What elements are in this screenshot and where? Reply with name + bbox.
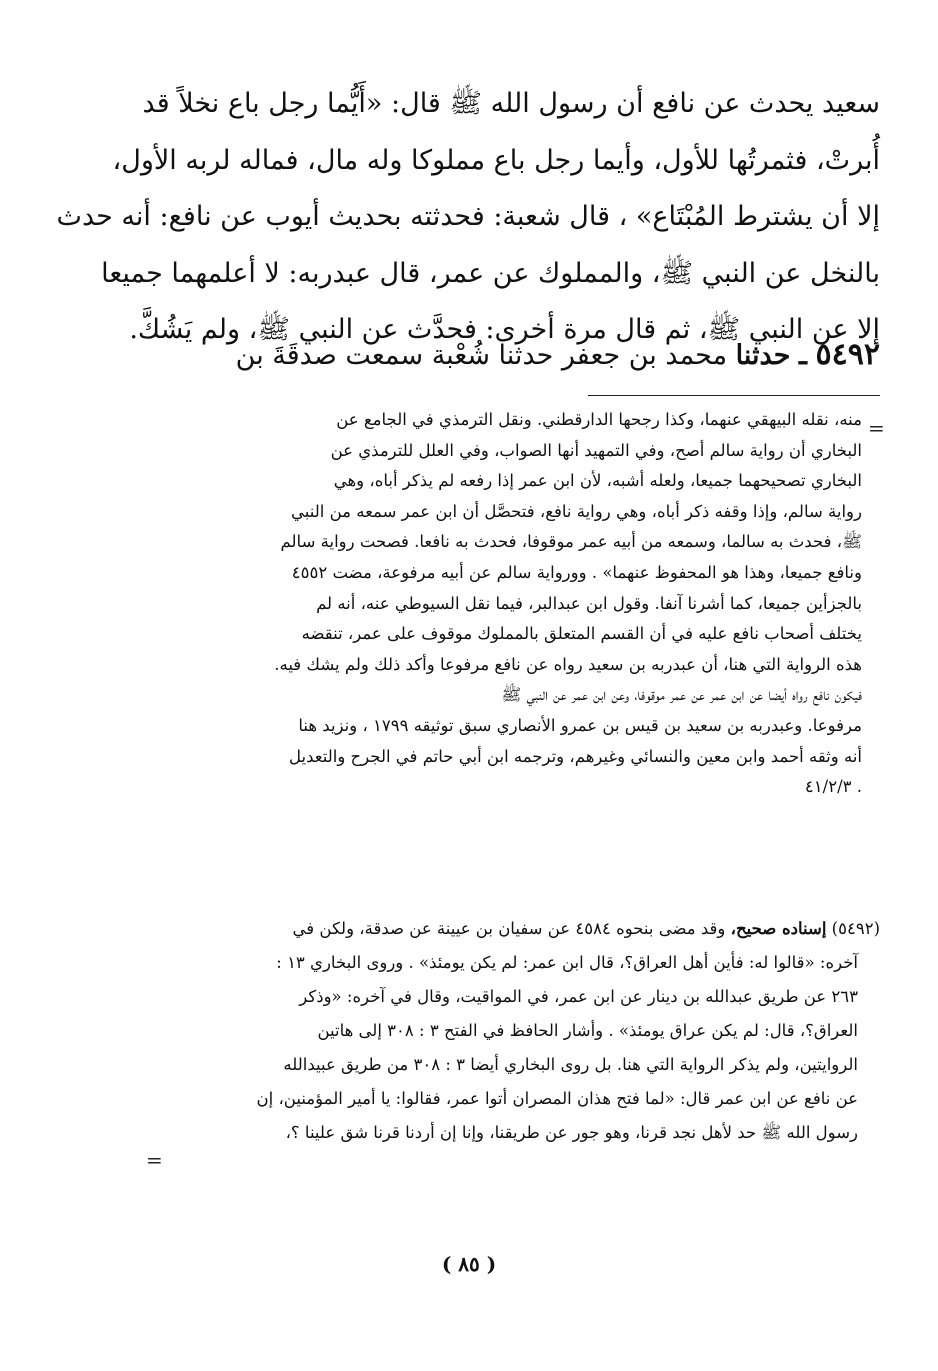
footnote-line: مرفوعا. وعبدربه بن سعيد بن قيس بن عمرو الأنصاري سبق توثيقه ١٧٩٩ ، ونزيد هنا (298, 715, 862, 735)
main-text-line: إلا أن يشترط المُبْتَاع» ، قال شعبة: فحدثته بحديث أيوب عن نافع: أنه حدث (56, 201, 880, 232)
hadith-heading (150, 330, 880, 381)
hadith-haddathana: حدثنا (735, 340, 791, 371)
main-text-line: أُبرتْ، فثمرتُها للأول، وأيما رجل باع مملوكا وله مال، فماله لربه الأول، (112, 144, 880, 176)
footnote-line: عن نافع عن ابن عمر قال: «لما فتح هذان المصران أتوا عمر، فقالوا: يا أمير المؤمنين، إن (256, 1089, 858, 1108)
footnote-line: أنه وثقه أحمد وابن معين والنسائي وغيرهم، وترجمه ابن أبي حاتم في الجرح والتعديل (289, 746, 862, 766)
footnote-line: البخاري تصحيحهما جميعا، ولعله أشبه، لأن ابن عمر إذا رفعه لم يذكر أباه، وهي (333, 471, 862, 491)
footnote-first-line-text: وقد مضى بنحوه ٤٥٨٤ عن سفيان بن عيينة عن صدقة، ولكن في (292, 919, 726, 938)
footnote-line: ونافع جميعا، وهذا هو المحفوظ عنهما» . وورواية سالم عن أبيه مرفوعة، مضت ٤٥٥٢ (291, 562, 862, 582)
footnote-line: رواية سالم، وإذا وقفه ذكر أباه، وهي رواية نافع، فتحصَّل أن ابن عمر سمعه من النبي (291, 501, 862, 521)
footnote-line: . ٤١/٢/٣ (804, 777, 862, 797)
main-text-block (56, 76, 880, 359)
footnote-2 (158, 912, 880, 1150)
hadith-dash: ـ (799, 340, 807, 371)
footnote-line: ﷺ، فحدث به سالما، وسمعه من أبيه عمر موقوفا، فحدث به نافعا. فصحت رواية سالم (280, 532, 862, 552)
footnote-bold-lead: إسناده صحيح، (730, 919, 827, 938)
footnote-line: ٢٦٣ عن طريق عبدالله بن دينار عن ابن عمر، في المواقيت، وقال في آخره: «وذكر (299, 987, 858, 1006)
footnote-1 (158, 405, 862, 803)
footnote-line: فيكون نافع رواه أيضا عن ابن عمر عن عمر موقوفا، وعن ابن عمر عن النبي ﷺ (501, 685, 862, 705)
footnote-line: رسول الله ﷺ حد لأهل نجد قرنا، وهو جور عن طريقنا، وإنا إن أردنا قرنا شق علينا ؟، (285, 1123, 858, 1142)
footnote-continuation-mark: = (868, 416, 885, 440)
footnote-line: يختلف أصحاب نافع عليه في أن القسم المتعلق بالمملوك موقوف على عمر، تنقضه (301, 624, 862, 644)
footnote-line: العراق؟، قال: لم يكن عراق يومئذ» . وأشار الحافظ في الفتح ٣ : ٣٠٨ إلى هاتين (317, 1021, 858, 1040)
main-text-line: بالنخل عن النبي ﷺ، والمملوك عن عمر، قال عبدربه: لا أعلمهما جميعا (101, 257, 880, 289)
footnote-line: آخره: «قالوا له: فأين أهل العراق؟، قال ابن عمر: لم يكن يومئذ» . وروى البخاري ١٣ : (276, 953, 858, 972)
main-text-line: سعيد يحدث عن نافع أن رسول الله ﷺ قال: «أَيُّما رجل باع نخلاً قد (142, 88, 880, 119)
footnote-end-continuation-mark: = (146, 1148, 163, 1172)
main-text-line: إلا عن النبي ﷺ، ثم قال مرة أخرى: فحدَّث عن النبي ﷺ، ولم يَشُكَّ. (129, 314, 880, 345)
hadith-chain-text: محمد بن جعفر حدثنا شُعْبة سمعت صدقَةَ بن (235, 340, 728, 371)
footnote-line: الروايتين، ولم يذكر الرواية التي هنا. بل روى البخاري أيضا ٣ : ٣٠٨ من طريق عبيدالله (283, 1055, 858, 1074)
footnote-line: هذه الرواية التي هنا، أن عبدربه بن سعيد رواه عن نافع مرفوعا وأكد ذلك ولم يشك فيه. (274, 654, 862, 674)
hadith-number: ٥٤٩٢ (815, 337, 880, 372)
footnote-line: البخاري أن رواية سالم أصح، وفي التمهيد أنها الصواب، وفي العلل للترمذي عن (330, 440, 862, 460)
footnote-separator (588, 395, 880, 396)
footnote-line: بالجزأين جميعا، كما أشرنا آنفا. وقول ابن عبدالبر، فيما نقل السيوطي عنه، أنه لم (316, 593, 862, 613)
footnote-label: (٥٤٩٢) (831, 919, 880, 938)
footnote-first-line (158, 912, 880, 946)
footnote-line: منه، نقله البيهقي عنهما، وكذا رجحها الدارقطني. ونقل الترمذي في الجامع عن (336, 410, 862, 429)
page-number: ( ٨٥ ) (441, 1252, 497, 1276)
